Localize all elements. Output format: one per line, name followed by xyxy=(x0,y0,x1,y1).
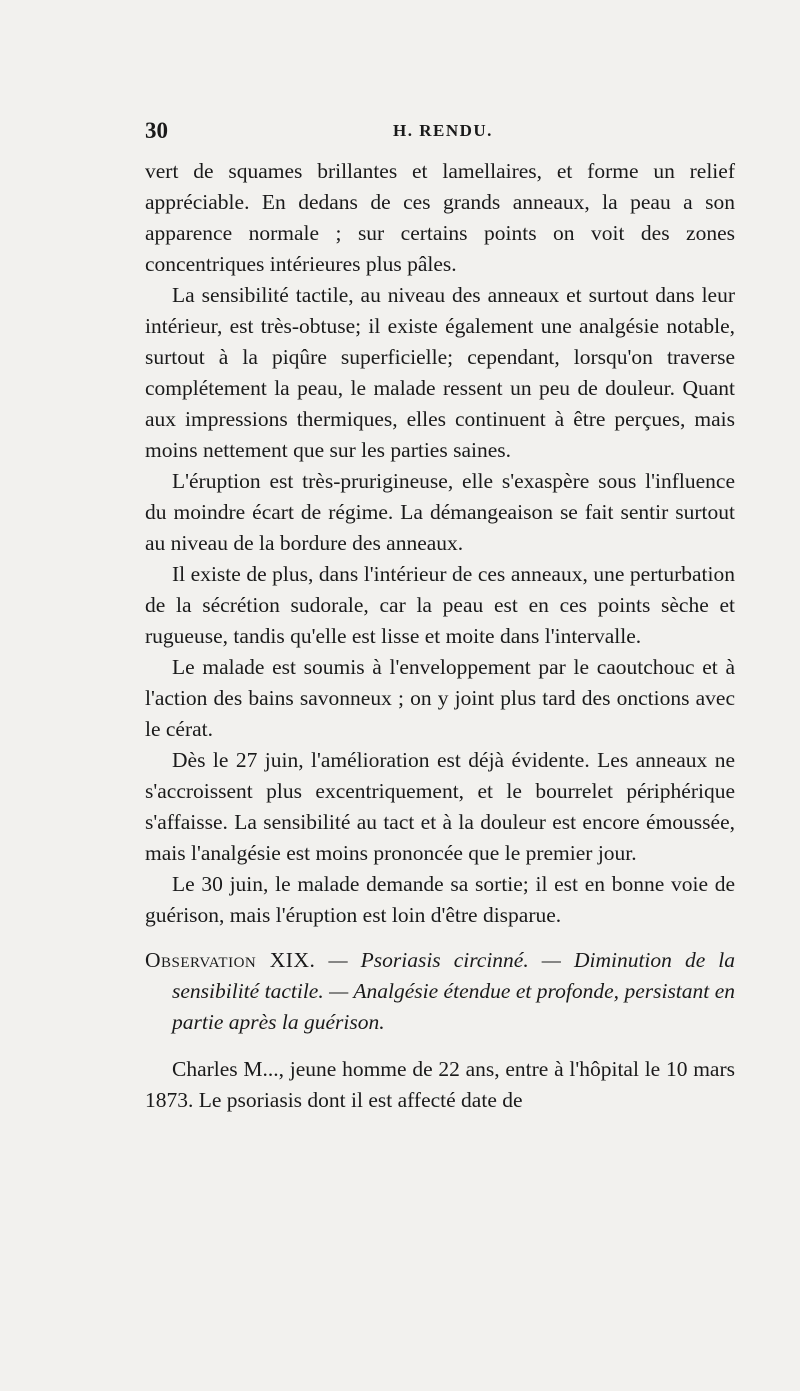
page-number: 30 xyxy=(145,118,168,143)
paragraph: L'éruption est très-prurigineuse, elle s'exaspère sous l'influence du moindre écart de régime. La démangeaison se fait sentir surtout au niveau de la bordure des anneaux. xyxy=(145,469,735,555)
observation-heading xyxy=(145,945,735,1038)
paragraph: Charles M..., jeune homme de 22 ans, entre à l'hôpital le 10 mars 1873. Le psoriasis dont il est affecté date de xyxy=(145,1057,735,1112)
paragraph: La sensibilité tactile, au niveau des anneaux et surtout dans leur intérieur, est très-obtuse; il existe également une analgésie notable, surtout à la piqûre superficielle; cependant, lorsqu'on traverse complétement la peau, le malade ressent un peu de douleur. Quant aux impressions thermiques, elles continuent à être perçues, mais moins nettement que sur les parties saines. xyxy=(145,283,735,462)
paragraph: Le malade est soumis à l'enveloppement par le caoutchouc et à l'action des bains savonneux ; on y joint plus tard des onctions avec le cérat. xyxy=(145,655,735,741)
body-text xyxy=(145,156,735,1116)
running-head-author: H. RENDU. xyxy=(393,121,493,140)
paragraph: vert de squames brillantes et lamellaires, et forme un relief appréciable. En dedans de ces grands anneaux, la peau a son apparence normale ; sur certains points on voit des zones concentriques intérieures plus pâles. xyxy=(145,159,735,276)
paragraph: Dès le 27 juin, l'amélioration est déjà évidente. Les anneaux ne s'accroissent plus excentriquement, et le bourrelet périphérique s'affaisse. La sensibilité au tact et à la douleur est encore émoussée, mais l'analgésie est moins prononcée que le premier jour. xyxy=(145,748,735,865)
paragraph: Le 30 juin, le malade demande sa sortie; il est en bonne voie de guérison, mais l'éruption est loin d'être disparue. xyxy=(145,872,735,927)
running-head xyxy=(145,118,735,148)
paragraph: Il existe de plus, dans l'intérieur de ces anneaux, une perturbation de la sécrétion sudorale, car la peau est en ces points sèche et rugueuse, tandis qu'elle est lisse et moite dans l'intervalle. xyxy=(145,562,735,648)
observation-title: — Psoriasis circinné. — Diminution de la sensibilité tactile. — Analgésie étendue et profonde, persistant en partie après la guérison. xyxy=(172,948,736,1034)
observation-label: Observation XIX. xyxy=(145,948,316,972)
